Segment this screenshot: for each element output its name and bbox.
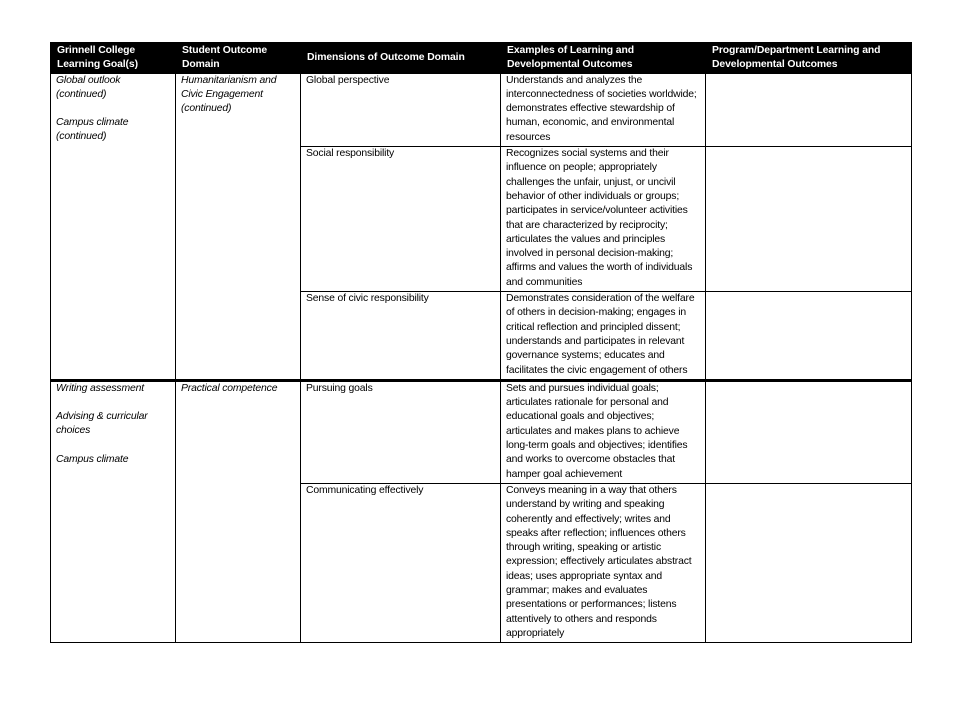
dimension-cell: Social responsibility: [301, 147, 501, 292]
header-learning-goal: Grinnell College Learning Goal(s): [51, 43, 176, 74]
table-row: [51, 73, 912, 146]
learning-goal-text: Global outlook (continued): [56, 74, 121, 100]
learning-goal-text: Campus climate: [56, 453, 129, 465]
header-student-outcome-domain: Student Outcome Domain: [176, 43, 301, 74]
example-cell: Conveys meaning in a way that others understand by writing and speaking coherently and effectively; writes and speaks after reflection; influences others through writing, speaking or artistic expression; effectively articulates abstract ideas; uses appropriate syntax and grammar; makes and evaluates presentations or performances; listens attentively to others and responds appropriately: [501, 483, 706, 642]
outcome-domain-cell: Humanitarianism and Civic Engagement (continued): [176, 73, 301, 380]
learning-goal-cell: [51, 73, 176, 380]
learning-goal-cell: [51, 380, 176, 642]
dimension-cell: Global perspective: [301, 73, 501, 146]
learning-outcomes-table: [50, 42, 912, 643]
learning-goal-text: Writing assessment: [56, 382, 144, 394]
table-row: [51, 380, 912, 483]
dimension-cell: Sense of civic responsibility: [301, 292, 501, 381]
program-outcome-cell: [706, 73, 912, 146]
table-header-row: [51, 43, 912, 74]
header-examples: Examples of Learning and Developmental Outcomes: [501, 43, 706, 74]
program-outcome-cell: [706, 292, 912, 381]
header-program-outcomes: Program/Department Learning and Developmental Outcomes: [706, 43, 912, 74]
outcome-domain-cell: Practical competence: [176, 380, 301, 642]
example-cell: Recognizes social systems and their influence on people; appropriately challenges the unfair, unjust, or uncivil behavior of other individuals or groups; participates in service/volunteer activities that are characterized by reciprocity; articulates the values and principles involved in personal decision-making; affirms and values the worth of individuals and communities: [501, 147, 706, 292]
header-dimensions: Dimensions of Outcome Domain: [301, 43, 501, 74]
example-cell: Sets and pursues individual goals; articulates rationale for personal and educational goals and objectives; articulates and makes plans to achieve long-term goals and objectives; identifies and works to overcome obstacles that hamper goal achievement: [501, 380, 706, 483]
program-outcome-cell: [706, 147, 912, 292]
dimension-cell: Communicating effectively: [301, 483, 501, 642]
example-cell: Demonstrates consideration of the welfare of others in decision-making; engages in critical reflection and principled dissent; understands and participates in relevant governance systems; educates and facilitates the civic engagement of others: [501, 292, 706, 381]
program-outcome-cell: [706, 380, 912, 483]
example-cell: Understands and analyzes the interconnectedness of societies worldwide; demonstrates effective stewardship of human, economic, and environmental resources: [501, 73, 706, 146]
program-outcome-cell: [706, 483, 912, 642]
learning-goal-text: Campus climate (continued): [56, 117, 129, 143]
dimension-cell: Pursuing goals: [301, 380, 501, 483]
learning-goal-text: Advising & curricular choices: [56, 411, 148, 437]
